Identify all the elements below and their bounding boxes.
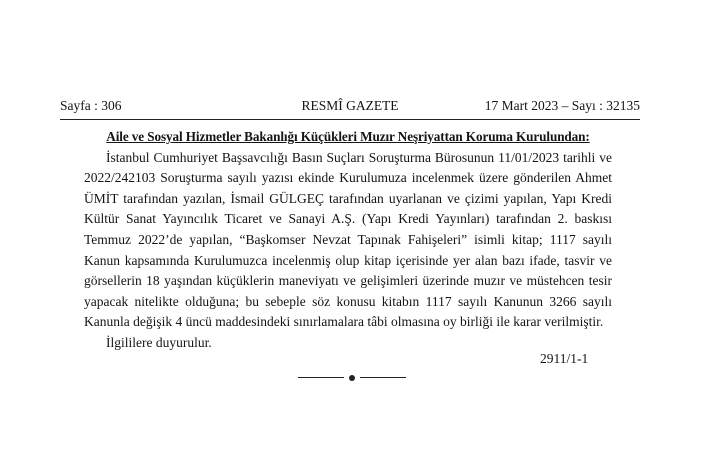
announcement-paragraph: İstanbul Cumhuriyet Başsavcılığı Basın Suçları Soruşturma Bürosunun 11/01/2023 tarihli ve 2022/242103 Soruşturma sayılı yazısı ekinde Kurulumuza incelenmek üzere gönderilen Ahmet ÜMİT tarafından yazılan, İsmail GÜLGEÇ tarafından uyarlanan ve çizimi yapılan, Yapı Kredi Kültür Sanat Yayıncılık Ticaret ve Sanayi A.Ş. (Yapı Kredi Yayınları) tarafından 2. baskısı Temmuz 2022’de yapılan, “Başkomser Nevzat Tapınak Fahişeleri” isimli kitap; 1117 sayılı Kanun kapsamında Kurulumuzca incelenmiş olup kitap içerisinde yer alan bazı ifade, tasvir ve görsellerin 18 yaşından küçüklerin maneviyatı ve gelişimleri üzerinde muzır ve müstehcen tesir yapacak nitelikte olduğuna; bu sebeple söz konusu kitabın 1117 sayılı Kanunun 3266 sayılı Kanunla değişik 4 üncü maddesindeki sınırlamalara tâbi olmasına oy birliği ile karar verilmiştir. xyxy=(84,149,612,330)
separator-line-right xyxy=(360,377,406,378)
section-separator xyxy=(298,370,406,384)
separator-dot-icon xyxy=(349,375,355,381)
separator-line-left xyxy=(298,377,344,378)
page-header xyxy=(60,98,640,116)
reference-number: 2911/1-1 xyxy=(540,351,589,366)
announcement-closing: İlgililere duyurulur. xyxy=(106,334,212,350)
date-and-issue: 17 Mart 2023 – Sayı : 32135 xyxy=(484,98,640,113)
announcement-body xyxy=(84,127,612,354)
page-number: Sayfa : 306 xyxy=(60,98,122,113)
publication-name: RESMÎ GAZETE xyxy=(301,98,399,113)
header-rule xyxy=(60,119,640,120)
announcement-title: Aile ve Sosyal Hizmetler Bakanlığı Küçükleri Muzır Neşriyattan Koruma Kurulundan: xyxy=(106,129,590,144)
